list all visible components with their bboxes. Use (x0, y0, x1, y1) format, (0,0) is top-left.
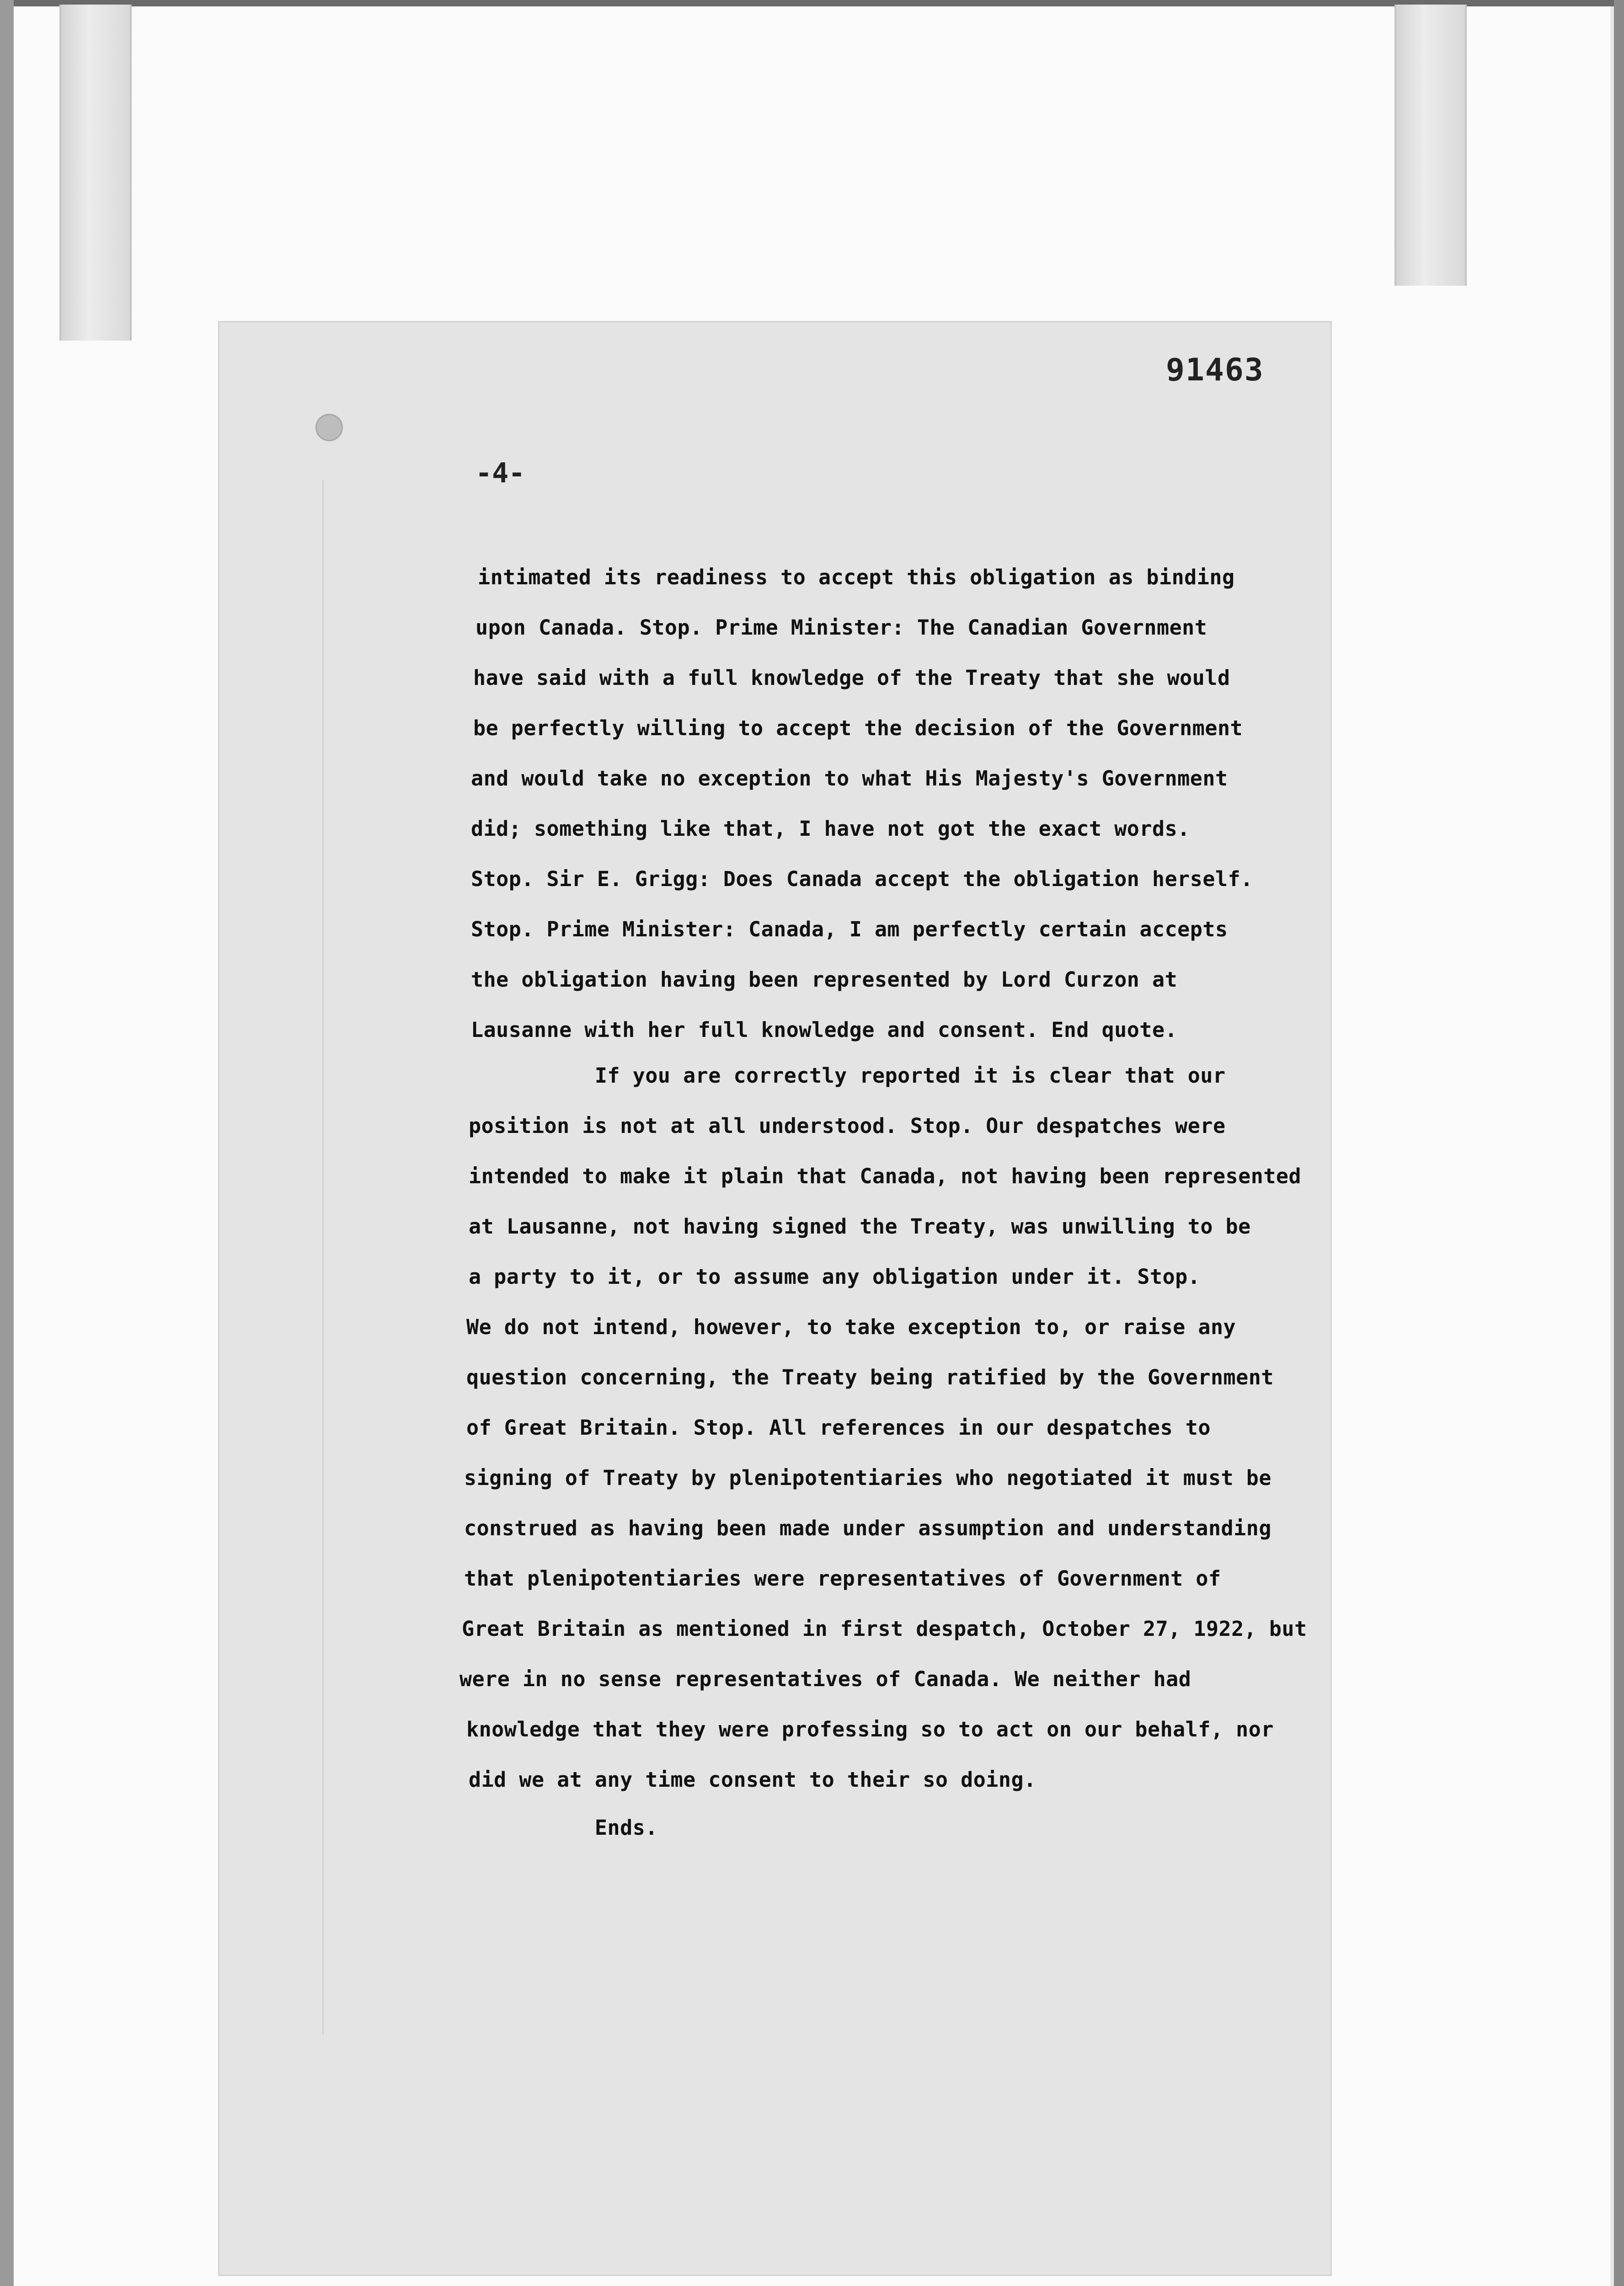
text-line: position is not at all understood. Stop. Our despatches were (469, 1114, 1226, 1138)
text-line: and would take no exception to what His Majesty's Government (471, 766, 1228, 790)
tape-strip-top-right (1394, 5, 1467, 286)
text-line: question concerning, the Treaty being ratified by the Government (466, 1365, 1274, 1389)
text-line: signing of Treaty by plenipotentiaries who negotiated it must be (464, 1466, 1271, 1490)
text-line: a party to it, or to assume any obligation under it. Stop. (469, 1265, 1201, 1289)
page-number: -4- (475, 457, 525, 489)
folio-number: 91463 (1166, 352, 1264, 388)
text-line: intimated its readiness to accept this obligation as binding (478, 565, 1235, 589)
text-line: Stop. Sir E. Grigg: Does Canada accept the obligation herself. (471, 867, 1253, 891)
film-edge-right (1614, 0, 1624, 2286)
film-edge-top (0, 0, 1624, 6)
text-line: Lausanne with her full knowledge and consent. End quote. (471, 1018, 1178, 1042)
text-line: We do not intend, however, to take exception to, or raise any (466, 1315, 1236, 1339)
text-line: have said with a full knowledge of the Treaty that she would (473, 666, 1230, 690)
text-line: be perfectly willing to accept the decision of the Government (473, 716, 1243, 740)
text-line: were in no sense representatives of Canada. We neither had (459, 1667, 1191, 1691)
text-line: upon Canada. Stop. Prime Minister: The Canadian Government (475, 615, 1207, 640)
tape-strip-top-left (59, 5, 132, 341)
text-line: Stop. Prime Minister: Canada, I am perfectly certain accepts (471, 917, 1228, 941)
text-line: Great Britain as mentioned in first despatch, October 27, 1922, but (462, 1617, 1307, 1641)
text-line: of Great Britain. Stop. All references in our despatches to (466, 1415, 1211, 1440)
text-line: did; something like that, I have not got the exact words. (471, 817, 1190, 841)
text-line: construed as having been made under assumption and understanding (464, 1516, 1271, 1540)
text-line: intended to make it plain that Canada, not having been represented (469, 1164, 1302, 1188)
text-line: knowledge that they were professing so to act on our behalf, nor (466, 1717, 1274, 1741)
text-line: If you are correctly reported it is clear that our (469, 1063, 1226, 1088)
text-line: that plenipotentiaries were representatives of Government of (464, 1566, 1221, 1591)
punch-hole (315, 414, 343, 441)
page-fold-line (322, 480, 324, 2035)
text-line: the obligation having been represented by Lord Curzon at (471, 967, 1178, 992)
text-line: at Lausanne, not having signed the Treaty, was unwilling to be (469, 1214, 1251, 1239)
text-line: Ends. (469, 1816, 658, 1840)
text-line: did we at any time consent to their so doing. (469, 1768, 1036, 1792)
film-edge-left (0, 0, 14, 2286)
